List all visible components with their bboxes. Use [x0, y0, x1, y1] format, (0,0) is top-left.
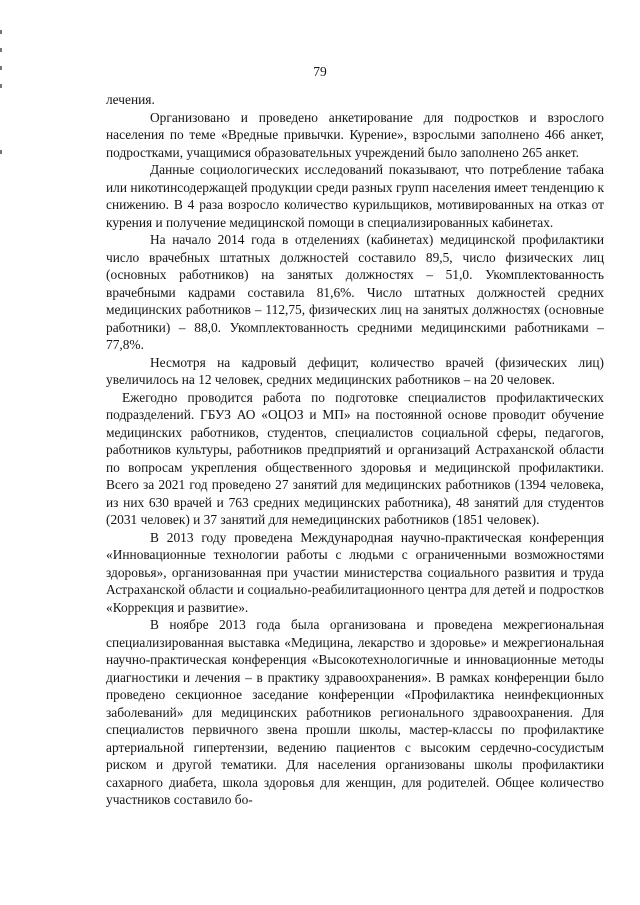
paragraph: Организовано и проведено анкетирование для подростков и взрослого населения по теме «Вредные привычки. Курение», взрослыми заполнено 466 анкет, подростками, учащимися образовательных учреждений было заполнено 265 анкет. — [106, 109, 604, 160]
page-number: 79 — [313, 64, 327, 79]
paragraph: Несмотря на кадровый дефицит, количество врачей (физических лиц) увеличилось на 12 человек, средних медицинских работников – на 20 человек. — [106, 354, 604, 387]
paragraph: лечения. — [106, 92, 155, 107]
body-text — [106, 91, 604, 809]
paragraph: Данные социологических исследований показывают, что потребление табака или никотинсодержащей продукции среди разных групп населения имеет тенденцию к снижению. В 4 раза возросло количество курильщиков, мотивированных на отказ от курения и получение медицинской помощи в специализированных кабинетах. — [106, 162, 604, 230]
scan-margin-marks — [0, 30, 3, 170]
paragraph: В ноябре 2013 года была организована и проведена межрегиональная специализированная выставка «Медицина, лекарство и здоровье» и межрегиональная научно-практическая конференция «Высокотехнологичные и инновационные методы диагностики и лечения – в практику здравоохранения». В рамках конференции было проведено секционное заседание конференции «Профилактика неинфекционных заболеваний» для медицинских работников регионального здравоохранения. Для специалистов первичного звена прошли школы, мастер-классы по профилактике артериальной гипертензии, ведению пациентов с высоким сердечно-сосудистым риском и другой тематики. Для населения организованы школы профилактики сахарного диабета, школа здоровья для женщин, для родителей. Общее количество участников составило бо- — [106, 617, 604, 807]
paragraph: Ежегодно проводится работа по подготовке специалистов профилактических подразделений. ГБУЗ АО «ОЦОЗ и МП» на постоянной основе проводит обучение медицинских работников, студентов, специалистов социальной сферы, педагогов, работников культуры, работников предприятий и организаций Астраханской области по вопросам укрепления общественного здоровья и медицинской профилактики. Всего за 2021 год проведено 27 занятий для медицинских работников (1394 человека, из них 630 врачей и 763 средних медицинских работника), 48 занятий для студентов (2031 человек) и 37 занятий для немедицинских работников (1851 человек). — [106, 389, 604, 527]
paragraph: В 2013 году проведена Международная научно-практическая конференция «Инновационные технологии работы с людьми с ограниченными возможностями здоровья», организованная при участии министерства социального развития и труда Астраханской области и социально-реабилитационного центра для детей и подростков «Коррекция и развитие». — [106, 529, 604, 615]
paragraph: На начало 2014 года в отделениях (кабинетах) медицинской профилактики число врачебных штатных должностей составило 89,5, число физических лиц (основных работников) на занятых должностях – 51,0. Укомплектованность врачебными кадрами составила 81,6%. Число штатных должностей средних медицинских работников – 112,75, физических лиц на занятых должностях (основные работники) – 88,0. Укомплектованность средними медицинскими работниками – 77,8%. — [106, 232, 604, 352]
